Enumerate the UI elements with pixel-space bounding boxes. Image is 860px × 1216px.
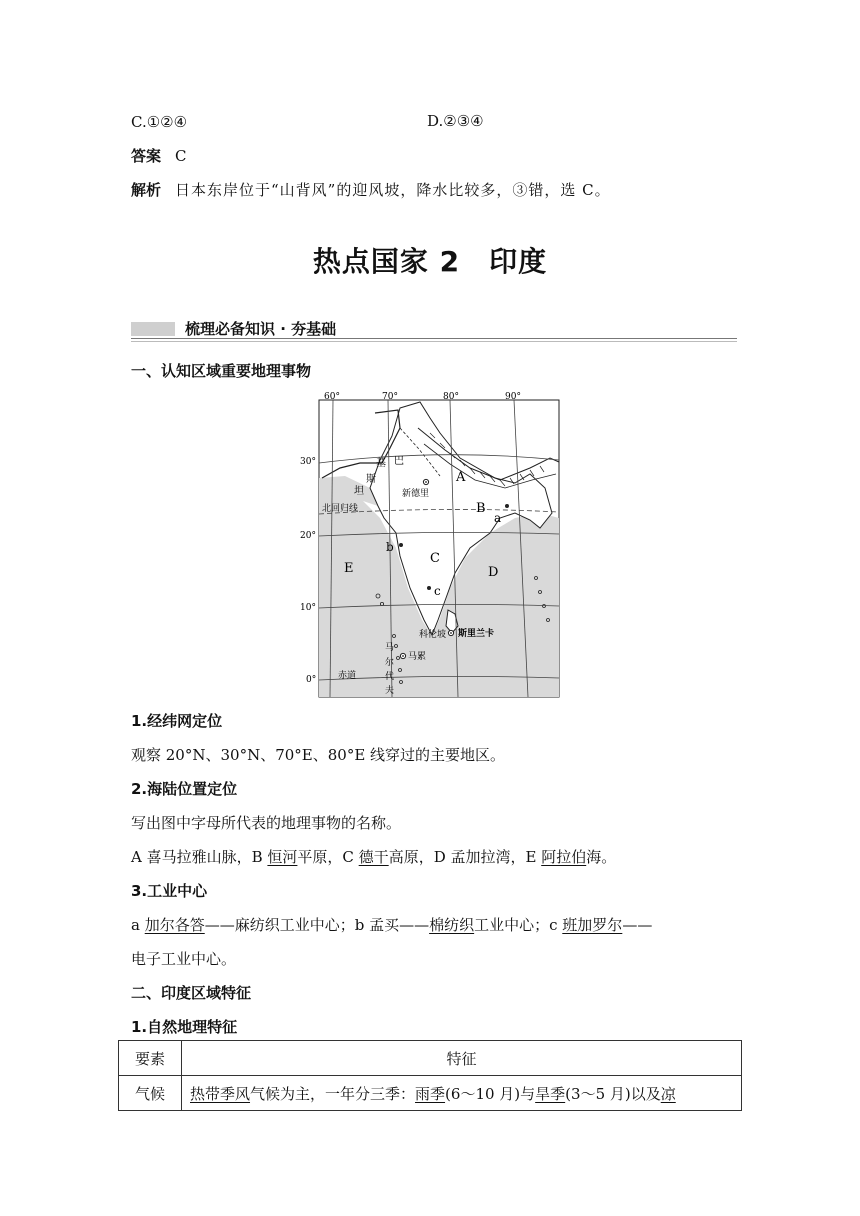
map-maldives-1: 马 [385, 643, 395, 653]
section-heading-1: 一、认知区域重要地理事物 [131, 362, 312, 380]
answer-text: 高原，D 孟加拉湾，E [388, 848, 542, 866]
map-new-delhi: 新德里 [402, 489, 430, 499]
option-c: C.①②④ [131, 113, 188, 131]
page-title: 热点国家 2 印度 [312, 245, 548, 278]
explanation-text: 日本东岸位于“山背风”的迎风坡，降水比较多，③错，选 C。 [175, 181, 611, 199]
table-row [119, 1076, 742, 1111]
map-lon-90: 90° [505, 392, 521, 402]
answer-value: C [175, 147, 187, 165]
sub-text-position: 写出图中字母所代表的地理事物的名称。 [131, 814, 402, 832]
industry-text: ——麻纺织工业中心；b 孟买—— [204, 916, 430, 934]
cell-text: 热带季风 [190, 1084, 251, 1103]
map-maldives-3: 代 [385, 672, 395, 682]
india-map [300, 388, 562, 700]
feature-table [118, 1040, 742, 1111]
industry-bangalore: 班加罗尔 [562, 916, 623, 934]
map-lon-60: 60° [324, 392, 340, 402]
map-lat-0: 0° [306, 675, 317, 685]
position-answer-line [131, 847, 616, 867]
sub-heading-natural: 1.自然地理特征 [131, 1018, 238, 1036]
sub-heading-grid: 1.经纬网定位 [131, 712, 223, 730]
map-letter-C: C [430, 551, 440, 566]
map-tropic: 北回归线 [322, 504, 359, 514]
map-lat-10: 10° [300, 603, 316, 613]
explanation-line [131, 180, 611, 200]
map-lat-20: 20° [300, 531, 316, 541]
map-pakistan-4: 坦 [354, 486, 364, 497]
industry-line-2: 电子工业中心。 [131, 950, 237, 968]
table-cell-climate: 气候 [119, 1076, 182, 1111]
industry-text: —— [622, 916, 653, 934]
map-lat-30: 30° [300, 457, 316, 467]
table-row [119, 1041, 742, 1076]
map-letter-c: c [434, 584, 441, 598]
map-maldives-4: 夫 [385, 686, 395, 696]
section-heading-2: 二、印度区域特征 [131, 984, 252, 1002]
map-pakistan-2: 基 [376, 458, 386, 469]
banner-rule-thin [131, 341, 737, 342]
answer-ganges: 恒河 [267, 848, 298, 866]
cell-text: 雨季 [415, 1084, 446, 1103]
sub-heading-position: 2.海陆位置定位 [131, 780, 238, 798]
map-lon-70: 70° [382, 392, 398, 402]
map-maldives-2: 尔 [385, 658, 395, 668]
map-sri-lanka: 斯里兰卡 [458, 629, 495, 639]
cell-text: 旱季 [535, 1084, 566, 1103]
industry-kolkata: 加尔各答 [144, 916, 205, 934]
banner-text: 梳理必备知识 · 夯基础 [185, 320, 337, 338]
map-letter-A: A [456, 470, 466, 485]
answer-line [131, 146, 187, 166]
explanation-label: 解析 [131, 181, 162, 199]
map-equator: 赤道 [338, 671, 357, 681]
sub-text-grid: 观察 20°N、30°N、70°E、80°E 线穿过的主要地区。 [131, 746, 506, 764]
map-letter-D: D [488, 565, 499, 580]
map-letter-b: b [386, 540, 394, 554]
sub-heading-industry: 3.工业中心 [131, 882, 208, 900]
answer-text: 海。 [586, 848, 617, 866]
cell-text: 气候为主，一年分三季： [250, 1084, 416, 1103]
answer-label: 答案 [131, 147, 162, 165]
option-d: D.②③④ [427, 112, 484, 130]
industry-text: 工业中心；c [474, 916, 563, 934]
map-colombo: 科伦坡 [419, 630, 447, 640]
map-male: 马累 [408, 652, 427, 662]
cell-text: (3～5 月)以及 [565, 1084, 661, 1103]
industry-cotton: 棉纺织 [429, 916, 475, 934]
cell-text: (6～10 月)与 [445, 1084, 536, 1103]
table-header-feature: 特征 [182, 1041, 742, 1076]
answer-text: A 喜马拉雅山脉，B [131, 848, 268, 866]
map-letter-a: a [494, 511, 502, 525]
map-letter-B: B [476, 501, 486, 516]
map-letter-E: E [344, 561, 354, 576]
cell-text: 凉 [660, 1084, 676, 1103]
answer-arabian: 阿拉伯 [541, 848, 587, 866]
banner-rule [131, 338, 737, 339]
banner-bar [131, 322, 175, 336]
table-cell-climate-feature [182, 1076, 742, 1111]
map-pakistan-3: 斯 [366, 474, 376, 485]
industry-line-1 [131, 915, 652, 935]
table-header-element: 要素 [119, 1041, 182, 1076]
map-lon-80: 80° [443, 392, 459, 402]
answer-text: 平原，C [297, 848, 359, 866]
industry-text: a [131, 916, 145, 934]
answer-deccan: 德干 [358, 848, 389, 866]
map-pakistan-1: 巴 [394, 456, 404, 467]
